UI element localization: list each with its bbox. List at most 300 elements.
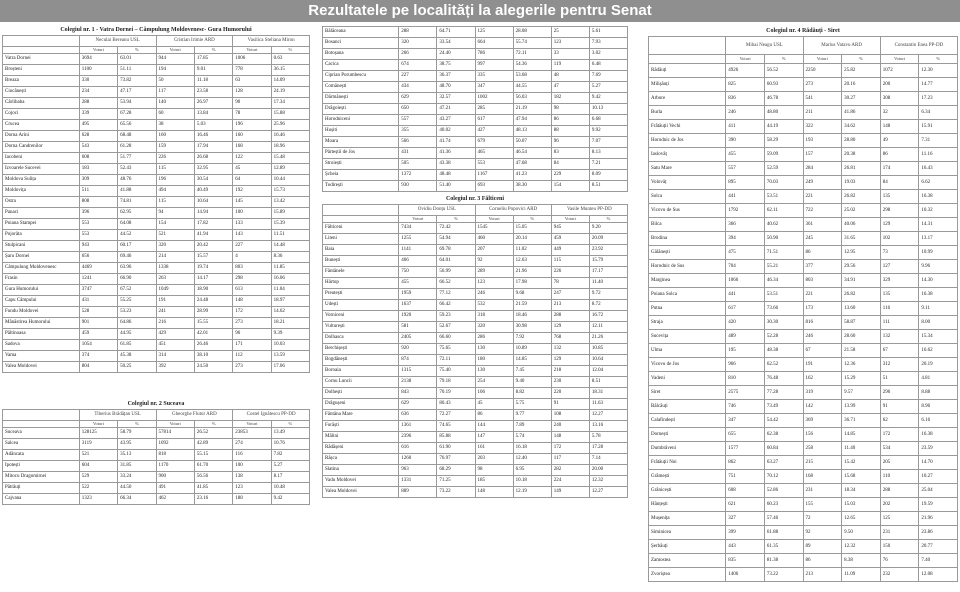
locality-name: Bosanci xyxy=(323,38,399,49)
result-cell: 2250 xyxy=(803,64,842,78)
result-cell: 76 xyxy=(880,554,919,568)
result-cell: 1066 xyxy=(726,274,765,288)
result-cell: 61.70 xyxy=(194,461,232,472)
result-cell: 320 xyxy=(399,38,437,49)
result-cell: 38 xyxy=(156,120,194,131)
result-cell: 12.63 xyxy=(513,256,551,267)
result-cell: 11.51 xyxy=(271,230,309,241)
table-row xyxy=(323,454,628,465)
table-row xyxy=(323,82,628,93)
locality-name: Salcea xyxy=(3,439,80,450)
result-cell: 88 xyxy=(551,126,589,137)
college-4-block xyxy=(648,26,958,582)
result-cell: 1323 xyxy=(79,494,117,505)
candidate-header-row xyxy=(3,36,310,47)
table-row xyxy=(649,442,958,456)
result-cell: 46.54 xyxy=(513,148,551,159)
result-cell: 273 xyxy=(233,362,271,373)
locality-name: Ostra xyxy=(3,197,80,208)
locality-name: Vicovu de Sus xyxy=(649,204,726,218)
locality-name: Liteni xyxy=(323,234,399,245)
result-cell: 148 xyxy=(880,120,919,134)
result-cell: 60.23 xyxy=(764,498,803,512)
result-cell: 4926 xyxy=(726,64,765,78)
result-cell: 836 xyxy=(726,92,765,106)
result-cell: 62 xyxy=(880,414,919,428)
result-cell: 12.04 xyxy=(589,366,627,377)
locality-name: Burla xyxy=(649,106,726,120)
result-cell: 4469 xyxy=(79,263,117,274)
result-cell: 226 xyxy=(551,267,589,278)
result-cell: 227 xyxy=(399,71,437,82)
results-table xyxy=(2,409,310,505)
table-row xyxy=(649,204,958,218)
percent-header: % xyxy=(194,47,232,54)
locality-name: Vama xyxy=(3,351,80,362)
table-row xyxy=(649,484,958,498)
candidate-name: Cristian Irimie ARD xyxy=(156,36,233,47)
locality-name: Mușenița xyxy=(649,512,726,526)
result-cell: 21.96 xyxy=(513,267,551,278)
locality-name: Suceava xyxy=(3,428,80,439)
locality-name: Botoșana xyxy=(323,49,399,60)
result-cell: 14.85 xyxy=(513,355,551,366)
locality-name: Marginea xyxy=(649,274,726,288)
result-cell: 117 xyxy=(156,87,194,98)
locality-name: Frătăuții Vechi xyxy=(649,120,726,134)
candidate-name: Neculai Bereanu USL xyxy=(79,36,156,47)
locality-name: Cârlibaba xyxy=(3,98,80,109)
table-row xyxy=(323,487,628,498)
result-cell: 296 xyxy=(880,386,919,400)
result-cell: 655 xyxy=(726,428,765,442)
table-row xyxy=(3,98,310,109)
result-cell: 31.85 xyxy=(118,461,156,472)
result-cell: 41.23 xyxy=(513,170,551,181)
locality-name: Arbore xyxy=(649,92,726,106)
table-row xyxy=(649,372,958,386)
result-cell: 5.78 xyxy=(589,432,627,443)
header-blank xyxy=(323,205,399,216)
result-cell: 135 xyxy=(880,190,919,204)
result-cell: 53.51 xyxy=(764,190,803,204)
candidate-name: Mihai Neagu USL xyxy=(726,37,803,55)
table-row xyxy=(3,461,310,472)
result-cell: 26.82 xyxy=(842,288,881,302)
result-cell: 443 xyxy=(726,540,765,554)
result-cell: 45.38 xyxy=(118,351,156,362)
result-cell: 246 xyxy=(803,330,842,344)
result-cell: 48.13 xyxy=(513,126,551,137)
table-row xyxy=(323,137,628,148)
result-cell: 129 xyxy=(551,322,589,333)
locality-name: Udești xyxy=(323,300,399,311)
percent-header: % xyxy=(271,47,309,54)
result-cell: 155 xyxy=(803,498,842,512)
table-row xyxy=(3,186,310,197)
result-cell: 8.36 xyxy=(271,252,309,263)
result-cell: 15.48 xyxy=(271,153,309,164)
result-cell: 127 xyxy=(880,260,919,274)
locality-name: Rădăuți xyxy=(649,64,726,78)
result-cell: 13.16 xyxy=(589,421,627,432)
result-cell: 62.52 xyxy=(764,358,803,372)
result-cell: 64.71 xyxy=(437,27,475,38)
table-row xyxy=(3,296,310,307)
table-row xyxy=(323,410,628,421)
result-cell: 6.95 xyxy=(513,465,551,476)
result-cell: 26.81 xyxy=(842,162,881,176)
result-cell: 140 xyxy=(156,98,194,109)
votes-header: Voturi xyxy=(156,47,194,54)
table-row xyxy=(649,218,958,232)
table-row xyxy=(323,366,628,377)
locality-name: Baia xyxy=(323,245,399,256)
table-row xyxy=(323,432,628,443)
result-cell: 465 xyxy=(475,148,513,159)
result-cell: 298 xyxy=(880,204,919,218)
result-cell: 174 xyxy=(880,162,919,176)
result-cell: 15.57 xyxy=(194,252,232,263)
table-row xyxy=(323,27,628,38)
result-cell: 751 xyxy=(726,470,765,484)
table-row xyxy=(323,399,628,410)
result-cell: 67.28 xyxy=(118,109,156,120)
result-cell: 40.06 xyxy=(842,218,881,232)
result-cell: 16.18 xyxy=(513,443,551,454)
result-cell: 77.12 xyxy=(437,289,475,300)
result-cell: 944 xyxy=(156,54,194,65)
result-cell: 455 xyxy=(726,148,765,162)
results-table xyxy=(2,35,310,373)
header-blank xyxy=(649,37,726,55)
result-cell: 16.06 xyxy=(271,274,309,285)
result-cell: 230 xyxy=(551,377,589,388)
result-cell: 17.98 xyxy=(513,278,551,289)
table-row xyxy=(649,92,958,106)
result-cell: 91 xyxy=(551,399,589,410)
result-cell: 72.42 xyxy=(437,223,475,234)
result-cell: 320 xyxy=(156,241,194,252)
result-cell: 58.79 xyxy=(118,428,156,439)
result-cell: 18.90 xyxy=(194,285,232,296)
result-cell: 36.15 xyxy=(271,65,309,76)
table-row xyxy=(649,134,958,148)
result-cell: 12.27 xyxy=(589,487,627,498)
result-cell: 11.40 xyxy=(589,278,627,289)
locality-name: Drăgușeni xyxy=(323,399,399,410)
result-cell: 50.25 xyxy=(118,362,156,373)
result-cell: 10.27 xyxy=(919,470,958,484)
votes-header: Voturi xyxy=(399,216,437,223)
table-row xyxy=(323,476,628,487)
result-cell: 21.59 xyxy=(513,300,551,311)
result-cell: 9.68 xyxy=(513,289,551,300)
table-row xyxy=(323,388,628,399)
result-cell: 330 xyxy=(79,76,117,87)
locality-name: Cojoci xyxy=(3,109,80,120)
table-row xyxy=(3,329,310,340)
result-cell: 273 xyxy=(803,78,842,92)
candidate-name: Tiberius Brădățan USL xyxy=(79,410,156,421)
table-row xyxy=(649,78,958,92)
result-cell: 84 xyxy=(880,176,919,190)
votes-header: Voturi xyxy=(803,55,842,64)
result-cell: 33 xyxy=(551,49,589,60)
result-cell: 53.51 xyxy=(764,288,803,302)
result-cell: 159 xyxy=(156,142,194,153)
result-cell: 650 xyxy=(399,104,437,115)
result-cell: 80.43 xyxy=(437,399,475,410)
result-cell: 25 xyxy=(551,27,589,38)
result-cell: 13.60 xyxy=(842,302,881,316)
result-cell: 115 xyxy=(156,164,194,175)
result-cell: 16.72 xyxy=(589,311,627,322)
result-cell: 945 xyxy=(551,223,589,234)
locality-name: Păltinoasa xyxy=(3,329,80,340)
result-cell: 5.75 xyxy=(513,399,551,410)
result-cell: 2396 xyxy=(399,432,437,443)
result-cell: 15.34 xyxy=(919,330,958,344)
result-cell: 778 xyxy=(233,65,271,76)
result-cell: 227 xyxy=(233,241,271,252)
table-row xyxy=(3,54,310,65)
result-cell: 132 xyxy=(880,330,919,344)
result-cell: 50.07 xyxy=(513,137,551,148)
result-cell: 1241 xyxy=(79,274,117,285)
result-cell: 34.62 xyxy=(842,120,881,134)
result-cell: 71.25 xyxy=(437,476,475,487)
result-cell: 553 xyxy=(79,230,117,241)
result-cell: 2405 xyxy=(399,333,437,344)
result-cell: 1545 xyxy=(475,223,513,234)
result-cell: 1006 xyxy=(233,54,271,65)
table-row xyxy=(649,260,958,274)
result-cell: 125 xyxy=(475,27,513,38)
result-cell: 32.95 xyxy=(194,164,232,175)
result-cell: 1372 xyxy=(399,170,437,181)
college-title: Colegiul nr. 2 Suceava xyxy=(127,401,185,407)
table-row xyxy=(323,322,628,333)
result-cell: 1315 xyxy=(399,366,437,377)
result-cell: 48.48 xyxy=(437,170,475,181)
result-cell: 656 xyxy=(79,252,117,263)
result-cell: 366 xyxy=(726,218,765,232)
result-cell: 108 xyxy=(551,410,589,421)
locality-name: Fălticeni xyxy=(323,223,399,234)
result-cell: 143 xyxy=(233,230,271,241)
result-cell: 0.63 xyxy=(271,54,309,65)
result-cell: 47.17 xyxy=(118,87,156,98)
result-cell: 202 xyxy=(880,498,919,512)
result-cell: 318 xyxy=(475,311,513,322)
result-cell: 7.89 xyxy=(513,421,551,432)
table-row xyxy=(649,526,958,540)
votes-header: Voturi xyxy=(880,55,919,64)
result-cell: 83 xyxy=(551,148,589,159)
result-cell: 133 xyxy=(233,219,271,230)
table-row xyxy=(649,386,958,400)
result-cell: 142 xyxy=(803,400,842,414)
result-cell: 16.38 xyxy=(919,428,958,442)
result-cell: 96 xyxy=(233,329,271,340)
table-row xyxy=(323,245,628,256)
table-row xyxy=(3,142,310,153)
result-cell: 125 xyxy=(880,512,919,526)
table-row xyxy=(323,333,628,344)
table-row xyxy=(649,190,958,204)
locality-name: Pârteștii de Jos xyxy=(323,148,399,159)
result-cell: 491 xyxy=(156,483,194,494)
result-cell: 1141 xyxy=(399,245,437,256)
result-cell: 1002 xyxy=(475,93,513,104)
result-cell: 33.54 xyxy=(437,38,475,49)
result-cell: 818 xyxy=(156,450,194,461)
locality-name: Zamostea xyxy=(649,554,726,568)
result-cell: 12.89 xyxy=(271,164,309,175)
result-cell: 7.69 xyxy=(589,71,627,82)
locality-name: Berchișești xyxy=(323,344,399,355)
locality-name: Comănești xyxy=(323,82,399,93)
result-cell: 679 xyxy=(475,137,513,148)
result-cell: 4 xyxy=(233,252,271,263)
result-cell: 8.88 xyxy=(919,386,958,400)
table-row xyxy=(649,64,958,78)
locality-name: Valea Moldovei xyxy=(3,362,80,373)
locality-name: Iaslovăț xyxy=(649,148,726,162)
result-cell: 41.94 xyxy=(194,230,232,241)
result-cell: 12.30 xyxy=(919,64,958,78)
result-cell: 15.42 xyxy=(842,456,881,470)
locality-name: Bogdănești xyxy=(323,355,399,366)
result-cell: 53.23 xyxy=(118,307,156,318)
locality-name: Solca xyxy=(649,190,726,204)
result-cell: 172 xyxy=(551,443,589,454)
result-cell: 52.67 xyxy=(437,322,475,333)
result-cell: 74.65 xyxy=(437,421,475,432)
result-cell: 61.88 xyxy=(764,526,803,540)
result-cell: 66.42 xyxy=(437,300,475,311)
result-cell: 5.03 xyxy=(194,120,232,131)
result-cell: 431 xyxy=(399,148,437,159)
result-cell: 17.94 xyxy=(194,142,232,153)
result-cell: 196 xyxy=(156,175,194,186)
result-cell: 394 xyxy=(726,232,765,246)
locality-name: Vatra Dornei xyxy=(3,54,80,65)
result-cell: 55.15 xyxy=(194,450,232,461)
votes-header: Voturi xyxy=(156,421,194,428)
table-row xyxy=(649,232,958,246)
result-cell: 66.60 xyxy=(437,333,475,344)
result-cell: 23.16 xyxy=(194,494,232,505)
result-cell: 16.46 xyxy=(271,131,309,142)
result-cell: 298 xyxy=(233,274,271,285)
result-cell: 399 xyxy=(726,526,765,540)
result-cell: 40.62 xyxy=(764,218,803,232)
table-row xyxy=(649,358,958,372)
result-cell: 172 xyxy=(880,428,919,442)
result-cell: 553 xyxy=(79,219,117,230)
result-cell: 608 xyxy=(726,484,765,498)
result-cell: 215 xyxy=(803,456,842,470)
result-cell: 55.21 xyxy=(764,260,803,274)
percent-header: % xyxy=(118,421,156,428)
table-row xyxy=(323,223,628,234)
result-cell: 15.39 xyxy=(271,219,309,230)
result-cell: 86 xyxy=(475,410,513,421)
college-2-continued-block xyxy=(322,26,628,192)
result-cell: 429 xyxy=(156,329,194,340)
result-cell: 15.29 xyxy=(842,372,881,386)
result-cell: 38.30 xyxy=(513,181,551,192)
result-cell: 604 xyxy=(79,461,117,472)
result-cell: 427 xyxy=(475,126,513,137)
percent-header: % xyxy=(764,55,803,64)
table-row xyxy=(323,71,628,82)
college-title: Colegiul nr. 4 Rădăuți - Siret xyxy=(766,28,840,34)
result-cell: 15.05 xyxy=(513,223,551,234)
header-blank xyxy=(3,47,80,54)
result-cell: 5.74 xyxy=(513,432,551,443)
result-cell: 17.28 xyxy=(589,443,627,454)
result-cell: 69.46 xyxy=(118,252,156,263)
locality-name: Frasin xyxy=(3,274,80,285)
result-cell: 115 xyxy=(551,256,589,267)
locality-name: Ciocănești xyxy=(3,87,80,98)
result-cell: 889 xyxy=(399,487,437,498)
result-cell: 59.23 xyxy=(437,311,475,322)
locality-name: Gura Humorului xyxy=(3,285,80,296)
result-cell: 557 xyxy=(399,115,437,126)
result-cell: 71.51 xyxy=(764,246,803,260)
result-cell: 10.76 xyxy=(271,439,309,450)
table-row xyxy=(323,267,628,278)
result-cell: 86 xyxy=(803,246,842,260)
college-2-block xyxy=(2,400,310,505)
locality-name: Dumbrăveni xyxy=(649,442,726,456)
result-cell: 12.65 xyxy=(842,512,881,526)
result-cell: 77.28 xyxy=(764,386,803,400)
result-cell: 70.19 xyxy=(437,388,475,399)
result-cell: 8.17 xyxy=(271,472,309,483)
result-cell: 18.96 xyxy=(271,142,309,153)
result-cell: 73.22 xyxy=(764,568,803,582)
result-cell: 26.46 xyxy=(194,340,232,351)
result-cell: 7.31 xyxy=(919,134,958,148)
result-cell: 73.49 xyxy=(764,400,803,414)
result-cell: 68.48 xyxy=(118,131,156,142)
result-cell: 171 xyxy=(233,340,271,351)
locality-name: Grănicești xyxy=(649,484,726,498)
result-cell: 581 xyxy=(399,322,437,333)
result-cell: 532 xyxy=(475,300,513,311)
result-cell: 674 xyxy=(399,60,437,71)
header-blank xyxy=(3,36,80,47)
candidate-header-row xyxy=(649,37,958,55)
result-cell: 70.12 xyxy=(764,470,803,484)
result-cell: 3.02 xyxy=(589,49,627,60)
result-cell: 19.03 xyxy=(842,176,881,190)
subheader-row xyxy=(323,216,628,223)
result-cell: 123 xyxy=(551,38,589,49)
result-cell: 434 xyxy=(399,82,437,93)
table-row xyxy=(323,181,628,192)
result-cell: 216 xyxy=(156,318,194,329)
result-cell: 220 xyxy=(551,388,589,399)
result-cell: 7434 xyxy=(399,223,437,234)
result-cell: 130 xyxy=(475,344,513,355)
percent-header: % xyxy=(437,216,475,223)
